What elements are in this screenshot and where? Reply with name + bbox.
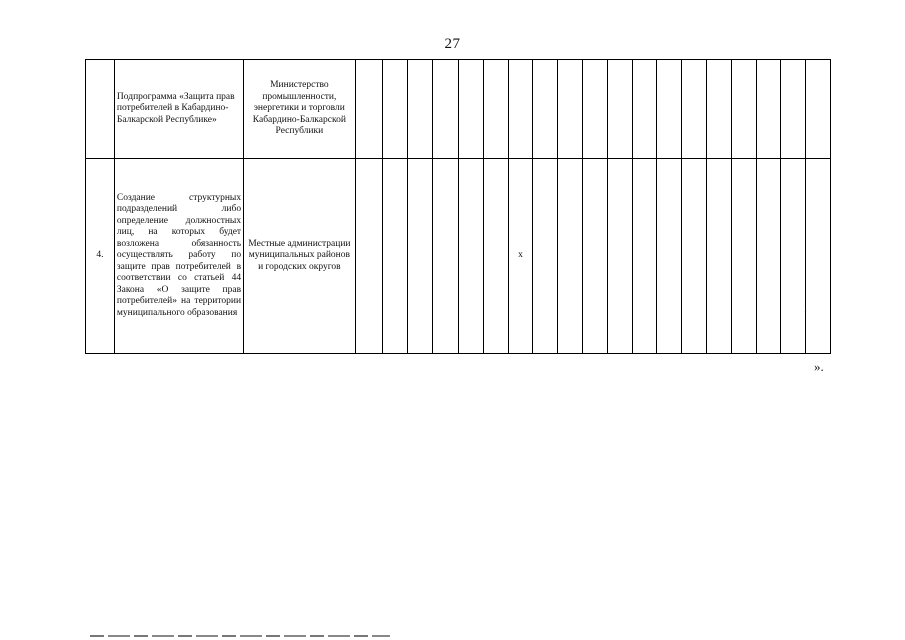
year-cell (408, 159, 433, 354)
executor-cell: Местные администрации муниципальных районов и городских округов (244, 159, 356, 354)
year-cell (657, 60, 682, 159)
year-cell (533, 60, 558, 159)
year-cell (558, 60, 583, 159)
year-cell (806, 159, 831, 354)
year-cell (458, 60, 483, 159)
year-cell (458, 159, 483, 354)
year-cell (355, 60, 382, 159)
year-cell (433, 159, 459, 354)
year-cell (382, 60, 408, 159)
year-cell (607, 159, 632, 354)
year-cell (632, 159, 657, 354)
row-number: 4. (86, 159, 115, 354)
year-cell (558, 159, 583, 354)
year-cell (756, 60, 781, 159)
table-row (86, 60, 831, 159)
scan-artifact-line (90, 635, 390, 637)
table-row (86, 159, 831, 354)
year-cell (582, 159, 607, 354)
year-cell (731, 159, 756, 354)
year-cell (657, 159, 682, 354)
subprogram-title: Подпрограмма «Защита прав потребителей в Кабардино-Балкарской Республике» (114, 60, 243, 159)
program-table (85, 59, 831, 354)
year-cell (483, 159, 508, 354)
execution-mark-cell (508, 60, 533, 159)
year-cell (706, 159, 731, 354)
executor-cell: Министерство промышленности, энергетики и торговли Кабардино-Балкарской Республики (244, 60, 356, 159)
year-cell (433, 60, 459, 159)
stray-mark: ʼ (804, 308, 807, 318)
year-cell (533, 159, 558, 354)
year-cell (706, 60, 731, 159)
year-cell (682, 60, 707, 159)
page-number: 27 (444, 36, 461, 52)
year-cell (632, 60, 657, 159)
year-cell (408, 60, 433, 159)
year-cell (781, 60, 806, 159)
execution-mark-cell: x (508, 159, 533, 354)
year-cell (582, 60, 607, 159)
year-cell (483, 60, 508, 159)
year-cell (756, 159, 781, 354)
activity-description: Создание структурных подразделений либо определение должностных лиц, на которых будет возложена обязанность осуществлять работу по защите прав потребителей в соответствии со статьей 44 Закона «О защите прав потребителей» на территории муниципального образования (114, 159, 243, 354)
year-cell (682, 159, 707, 354)
year-cell (607, 60, 632, 159)
year-cell (731, 60, 756, 159)
closing-quote-mark: ». (814, 359, 824, 374)
year-cell (806, 60, 831, 159)
year-cell (382, 159, 408, 354)
year-cell (781, 159, 806, 354)
year-cell (355, 159, 382, 354)
row-number (86, 60, 115, 159)
